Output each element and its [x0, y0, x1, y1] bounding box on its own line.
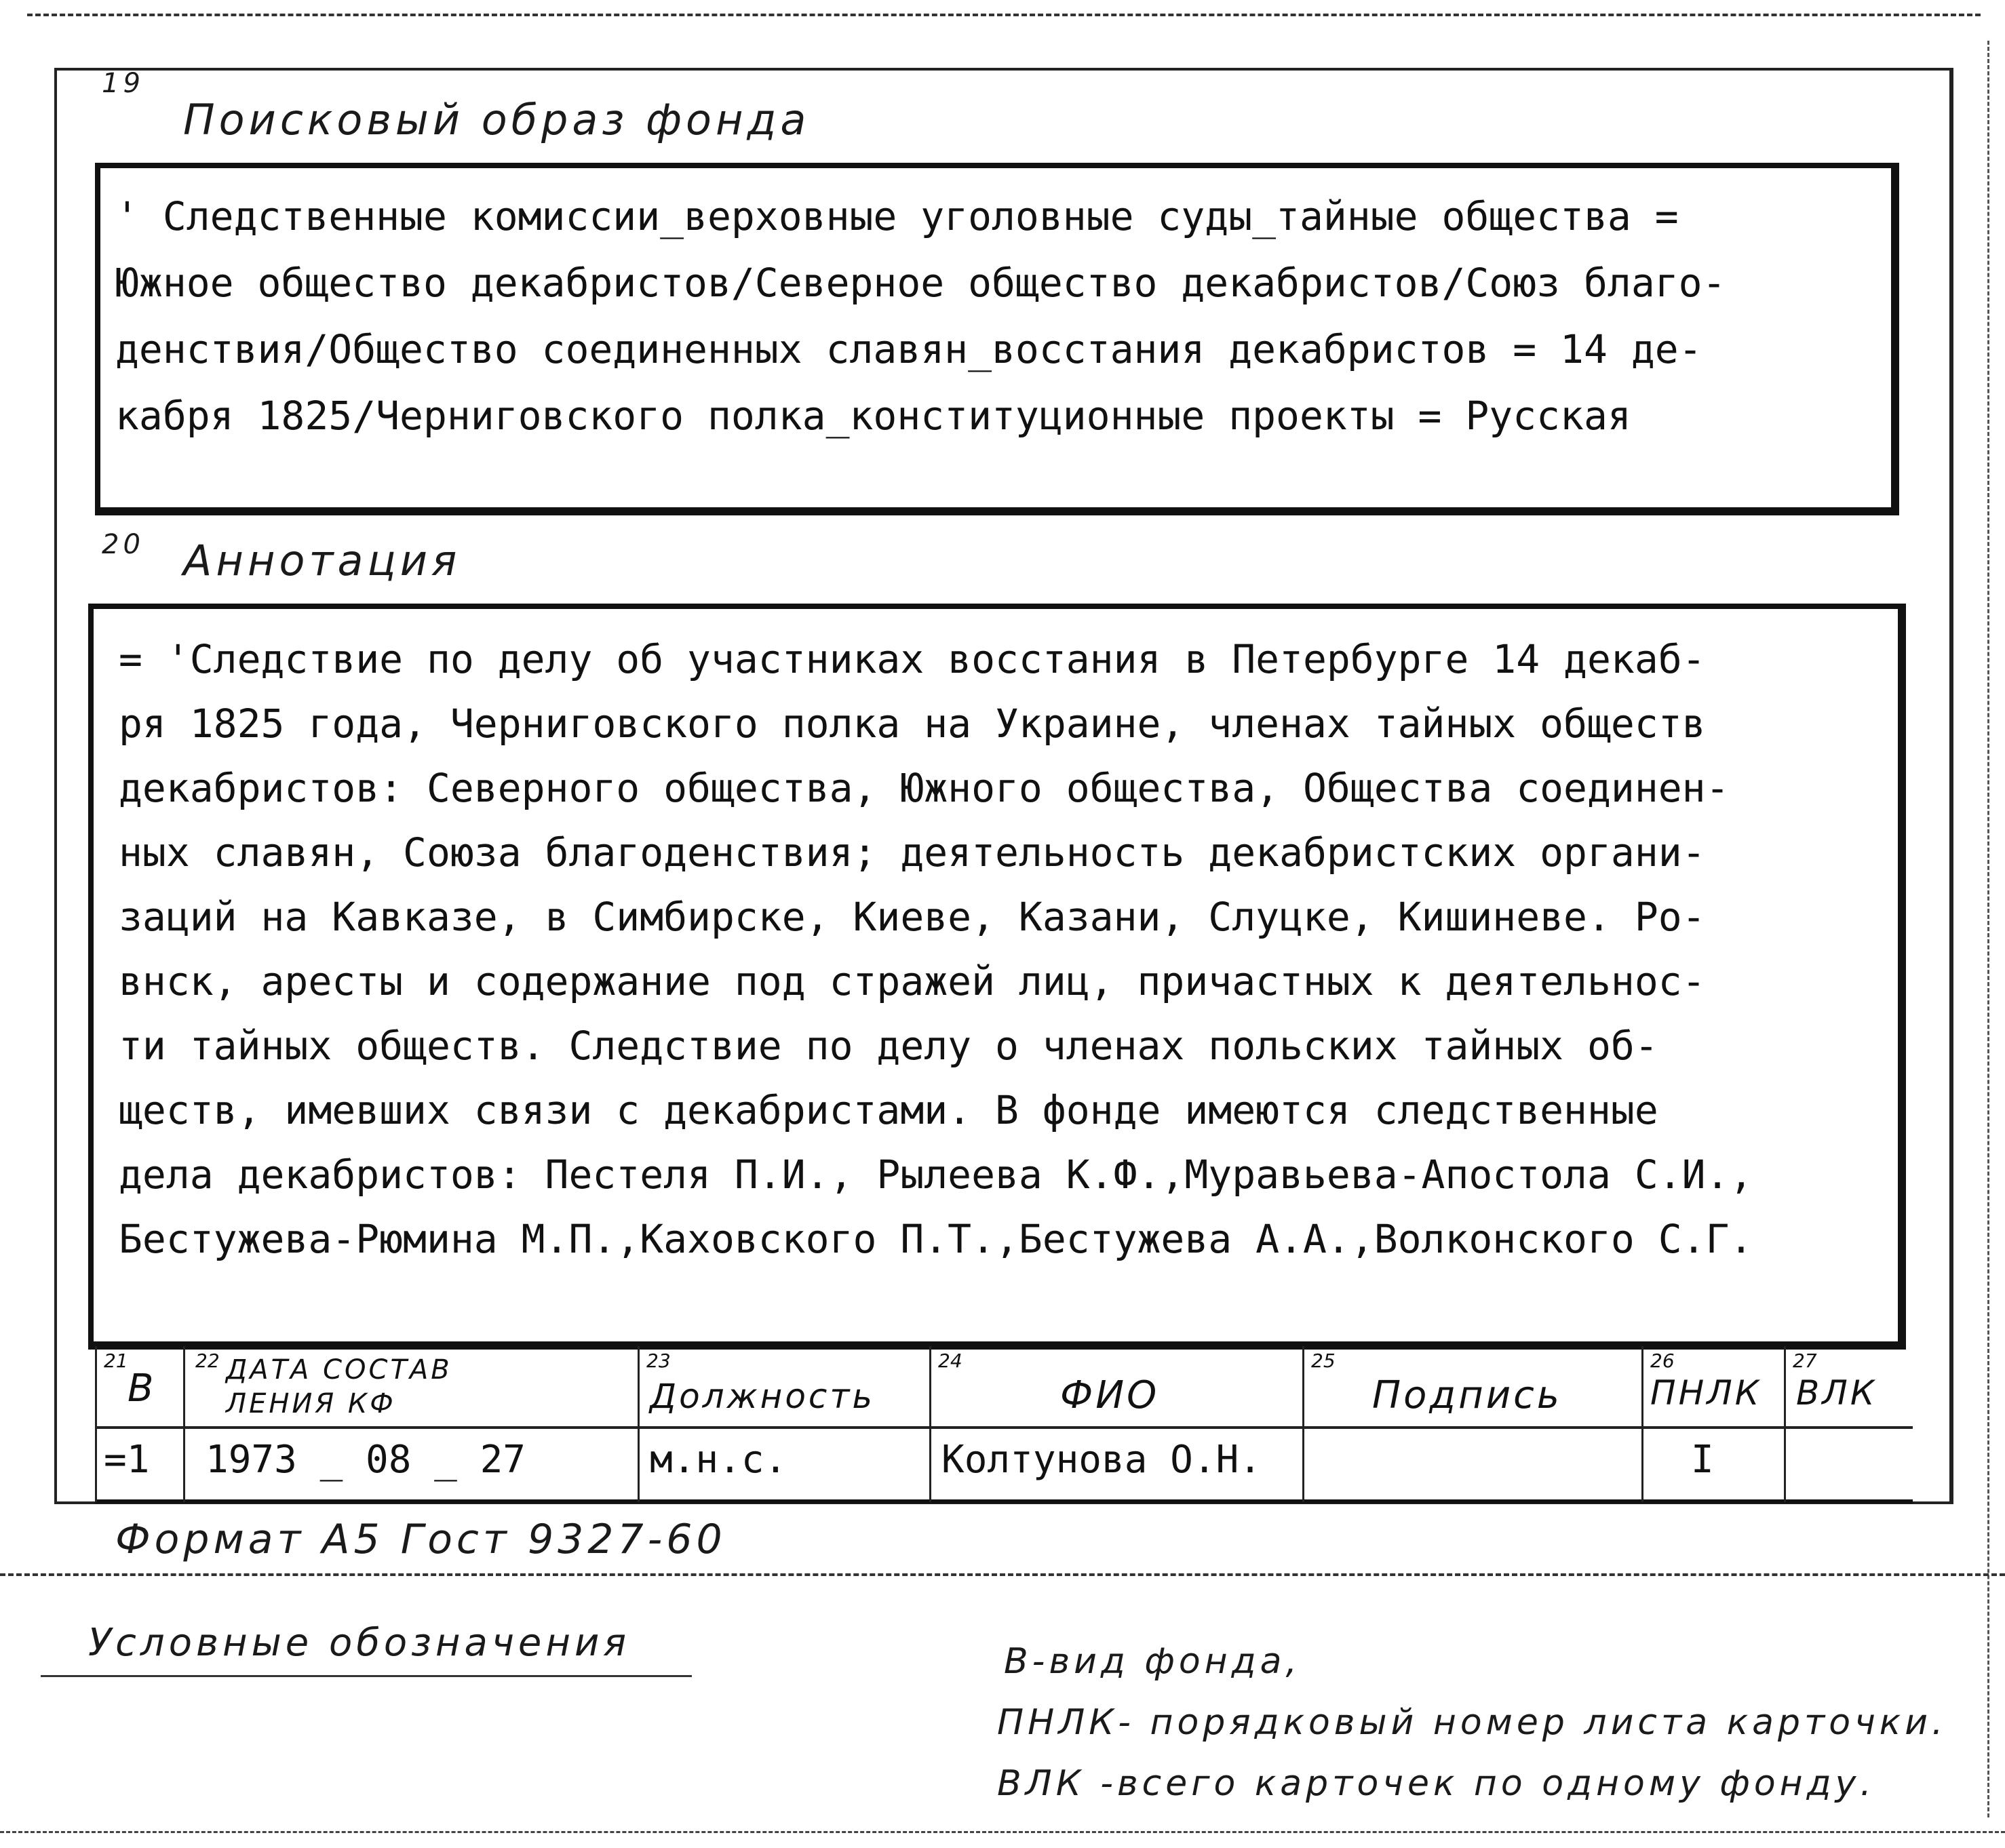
grid-header-kind: В: [128, 1367, 157, 1411]
annotation-section-title: Аннотация: [183, 536, 461, 585]
search-text: ' Следственные комиссии_верховные уголовные суды_тайные общества = Южное общество декабристов/Северное общество декабристов/Союз благо- денствия/Общество соединенных славян_восстания декабристов = 14 де- кабря 1825/Черниговского полка_конституционные проекты = Русская: [115, 193, 1726, 439]
legend-underline: [41, 1675, 692, 1677]
grid-header-date: ДАТА СОСТАВ ЛЕНИЯ КФ: [226, 1354, 452, 1419]
grid-cell-signature: [1302, 1346, 1641, 1502]
metadata-grid: [95, 1346, 1913, 1502]
grid-num-22: 22: [195, 1350, 220, 1372]
legend-line-total-cards: ВЛК -всего карточек по одному фонду.: [997, 1763, 1875, 1804]
top-cut-line: [27, 14, 1981, 16]
grid-num-25: 25: [1311, 1350, 1336, 1372]
grid-num-24: 24: [938, 1350, 962, 1372]
grid-num-21: 21: [104, 1350, 128, 1372]
format-line: Формат А5 Гост 9327-60: [115, 1516, 726, 1563]
grid-value-position: м.н.с.: [650, 1438, 787, 1482]
search-field-number: 19: [102, 68, 144, 99]
grid-header-signature: Подпись: [1372, 1373, 1562, 1417]
grid-value-name: Колтунова О.Н.: [941, 1438, 1262, 1482]
search-section-title: Поисковый образ фонда: [183, 95, 811, 144]
annotation-field-number: 20: [102, 529, 144, 560]
middle-cut-line: [0, 1573, 2005, 1576]
bottom-cut-line: [0, 1831, 2005, 1833]
grid-header-total-cards: ВЛК: [1796, 1373, 1877, 1413]
legend-line-kind: В-вид фонда,: [1004, 1641, 1301, 1682]
grid-header-name: ФИО: [1060, 1373, 1160, 1417]
grid-cell-total-cards: [1784, 1346, 1913, 1502]
grid-cell-sheet-number: [1641, 1346, 1784, 1502]
grid-header-position: Должность: [650, 1377, 876, 1416]
grid-value-date: 1973 _ 08 _ 27: [206, 1438, 526, 1482]
grid-cell-kind: [95, 1346, 183, 1502]
grid-num-26: 26: [1650, 1350, 1675, 1372]
grid-cell-name: [929, 1346, 1302, 1502]
grid-cell-date: [183, 1346, 638, 1502]
grid-value-sheet-number: I: [1691, 1438, 1714, 1482]
annotation-text: = 'Следствие по делу об участниках восстания в Петербурге 14 декаб- ря 1825 года, Черниговского полка на Украине, членах тайных обществ декабристов: Северного общества, Южного общества, Общества соединен- ных славян, Союза благоденствия; деятельность декабристских органи- заций на Кавказе, в Симбирске, Киеве, Казани, Слуцке, Кишиневе. Ро- внск, аресты и содержание под стражей лиц, причастных к деятельнос- ти тайных обществ. Следствие по делу о членах польских тайных об- ществ, имевших связи с декабристами. В фонде имеются следственные дела декабристов: Пестеля П.И., Рылеева К.Ф.,Муравьева-Апостола С.И., Бестужева-Рюмина М.П.,Каховского П.Т.,Бестужева А.А.,Волконского С.Г.: [119, 636, 1753, 1262]
legend-line-sheet-number: ПНЛК- порядковый номер листа карточки.: [997, 1702, 1947, 1743]
grid-value-kind: =1: [104, 1438, 150, 1482]
grid-header-sheet-number: ПНЛК: [1650, 1373, 1762, 1413]
grid-num-23: 23: [646, 1350, 671, 1372]
grid-cell-position: [638, 1346, 929, 1502]
legend-title: Условные обозначения: [88, 1621, 631, 1665]
side-cut-line: [1987, 41, 1989, 1817]
grid-num-27: 27: [1793, 1350, 1817, 1372]
